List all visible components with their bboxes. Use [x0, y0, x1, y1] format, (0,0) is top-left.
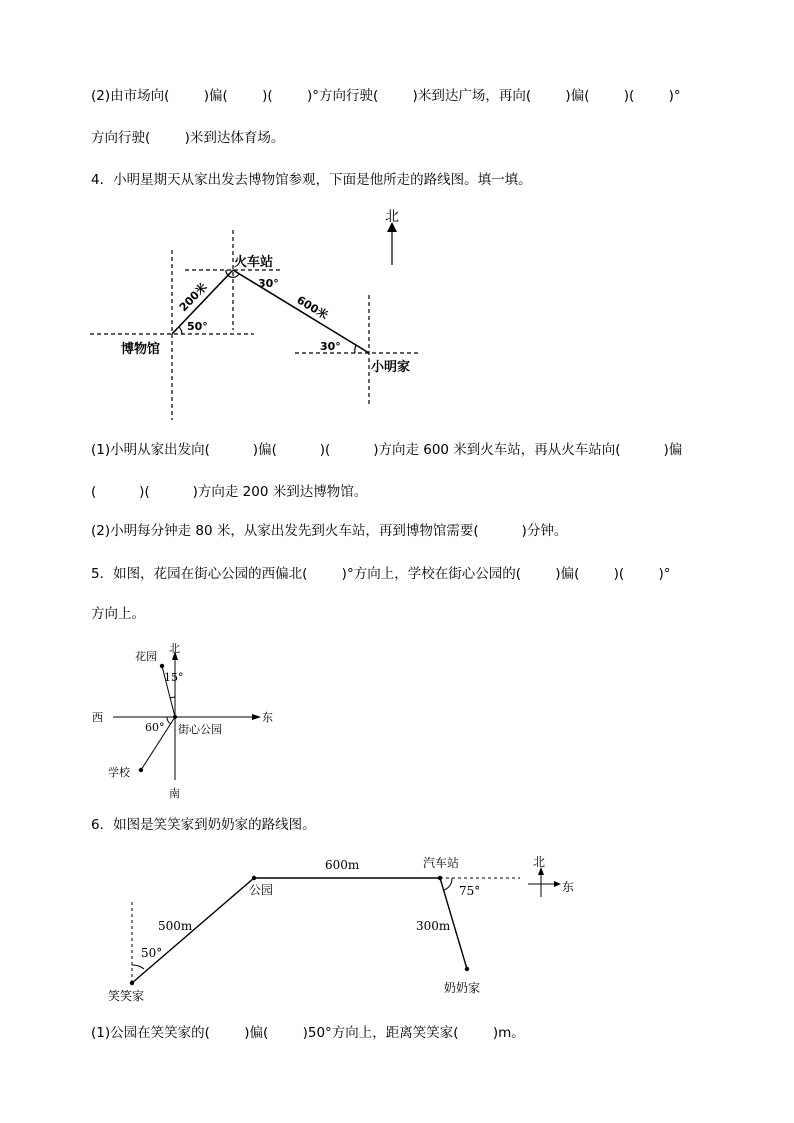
bus-station-label: 汽车站: [423, 856, 460, 870]
garden-label: 花园: [135, 650, 157, 663]
museum-angle-label: 50°: [187, 320, 208, 333]
home-angle-label: 30°: [320, 340, 341, 353]
home-label-q6: 笑笑家: [108, 989, 145, 1003]
q4-part1-line2: ( )( )方向走 200 米到达博物馆。: [91, 484, 368, 500]
station-angle-label: 30°: [258, 277, 279, 290]
distance-300-label: 300m: [416, 919, 451, 933]
q4-north-label: 北: [385, 209, 399, 225]
q6-east-label: 东: [562, 880, 575, 894]
q6-compass-east-head: [554, 881, 561, 887]
q6-north-label: 北: [533, 855, 546, 869]
school-label: 学校: [108, 766, 130, 779]
angle-75-label: 75°: [459, 884, 481, 898]
grandma-label: 奶奶家: [444, 981, 481, 995]
q5-west-label: 西: [92, 711, 103, 724]
q4-title: 4．小明星期天从家出发去博物馆参观，下面是他所走的路线图。填一填。: [91, 172, 532, 188]
bus-station-point: [438, 876, 442, 880]
park-point-q6: [252, 876, 256, 880]
museum-label: 博物馆: [121, 342, 161, 357]
grandma-point: [465, 967, 469, 971]
home-label: 小明家: [371, 360, 411, 375]
q3-part2-line1: (2)由市场向( )偏( )( )°方向行驶( )米到达广场，再向( )偏( )( )°: [91, 88, 681, 104]
distance-600-label-q6: 600m: [325, 858, 360, 872]
q5-south-label: 南: [169, 787, 180, 800]
distance-500-label: 500m: [158, 919, 193, 933]
q6-title: 6．如图是笑笑家到奶奶家的路线图。: [91, 817, 316, 833]
q5-question-line1: 5．如图，花园在街心公园的西偏北( )°方向上，学校在街心公园的( )偏( )( )°: [91, 566, 671, 582]
distance-200-label: 200米: [176, 280, 210, 315]
q4-part1-line1: (1)小明从家出发向( )偏( )( )方向走 600 米到火车站，再从火车站向( )偏: [91, 442, 683, 458]
garden-angle-label: 15°: [164, 671, 184, 684]
school-angle-label: 60°: [145, 721, 165, 734]
route-home-park: [132, 878, 254, 983]
park-label: 街心公园: [178, 723, 222, 736]
park-label-q6: 公园: [249, 883, 274, 897]
home-point: [130, 981, 134, 985]
angle-50-label: 50°: [141, 946, 163, 960]
q4-part2: (2)小明每分钟走 80 米，从家出发先到火车站，再到博物馆需要( )分钟。: [91, 523, 568, 539]
q6-part1: (1)公园在笑笑家的( )偏( )50°方向上，距离笑笑家( )m。: [91, 1025, 525, 1041]
q3-part2-line2: 方向行驶( )米到达体育场。: [91, 130, 285, 146]
q5-north-label: 北: [169, 642, 180, 655]
station-angle-arc: [444, 878, 452, 890]
home-angle-arc: [132, 965, 144, 969]
q5-east-label: 东: [262, 711, 273, 724]
q5-question-line2: 方向上。: [91, 606, 145, 622]
station-label: 火车站: [234, 255, 274, 270]
distance-600-label: 600米: [294, 293, 331, 323]
